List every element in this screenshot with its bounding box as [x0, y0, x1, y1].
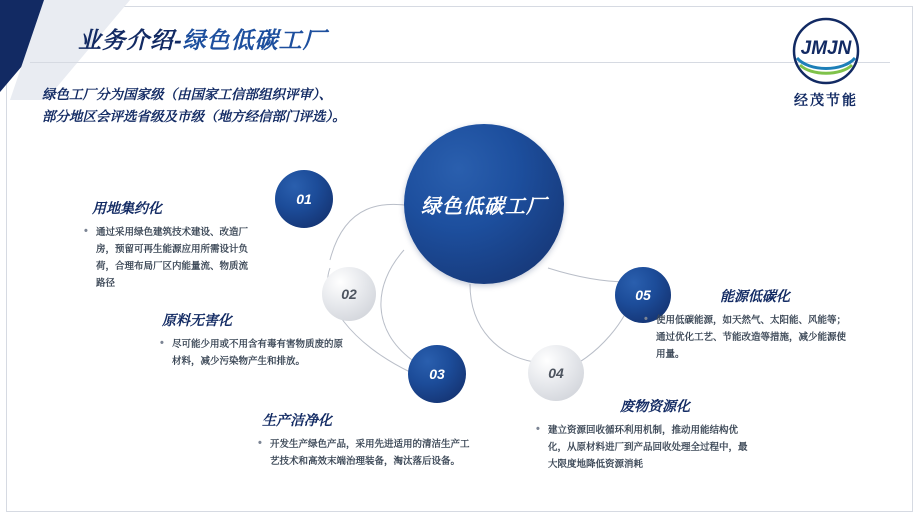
diagram-item-02-title: 原料无害化 [162, 312, 232, 328]
diagram-node-04-label: 04 [548, 365, 564, 381]
diagram-node-04[interactable] [528, 345, 584, 401]
diagram-node-03[interactable] [408, 345, 466, 403]
lead-line-1: 绿色工厂分为国家级（由国家工信部组织评审）、 [42, 87, 333, 102]
company-logo [767, 14, 885, 110]
diagram-item-04-body: • 建立资源回收循环利用机制，推动用能结构优化，从原材料进厂到产品回收处理全过程中，最大限度地降低资源消耗 [536, 422, 754, 473]
logo-mark-icon [789, 14, 863, 88]
lead-line-2: 部分地区会评选省级及市级（地方经信部门评选）。 [42, 109, 346, 124]
page-title [78, 22, 327, 55]
diagram-item-03 [258, 410, 470, 470]
diagram-item-01-body: • 通过采用绿色建筑技术建设、改造厂房，预留可再生能源应用所需设计负荷，合理布局厂区内能量流、物质流路径 [84, 224, 256, 292]
diagram-item-05-body: • 使用低碳能源，如天然气、太阳能、风能等；通过优化工艺、节能改造等措施，减少能源使用量。 [644, 312, 850, 363]
diagram-item-03-title: 生产洁净化 [262, 412, 332, 428]
page-title-main: 业务介绍- [78, 27, 183, 53]
diagram-item-01 [84, 198, 256, 292]
diagram-item-05-title: 能源低碳化 [720, 288, 790, 304]
diagram-center-node[interactable] [404, 124, 564, 284]
diagram-item-01-title: 用地集约化 [92, 200, 162, 216]
lead-paragraph [42, 84, 346, 128]
diagram-item-05 [644, 286, 850, 363]
diagram-node-03-label: 03 [429, 366, 445, 382]
diagram-item-02-body: • 尽可能少用或不用含有毒有害物质废的原材料，减少污染物产生和排放。 [160, 336, 350, 370]
diagram-node-05-label: 05 [635, 287, 651, 303]
title-divider [30, 62, 890, 63]
diagram-node-01[interactable] [275, 170, 333, 228]
diagram-item-04 [536, 396, 754, 473]
page-title-accent: 绿色低碳工厂 [182, 27, 327, 53]
diagram-item-04-title: 废物资源化 [620, 398, 690, 414]
logo-company-name: 经茂节能 [794, 92, 858, 108]
diagram-center-label: 绿色低碳工厂 [421, 195, 547, 218]
logo-mark-text: JMJN [800, 38, 852, 59]
diagram-node-01-label: 01 [296, 191, 312, 207]
diagram-node-02-label: 02 [341, 286, 357, 302]
diagram-item-03-body: • 开发生产绿色产品，采用先进适用的清洁生产工艺技术和高效末端治理装备，淘汰落后设备。 [258, 436, 470, 470]
diagram-item-02 [160, 310, 350, 370]
